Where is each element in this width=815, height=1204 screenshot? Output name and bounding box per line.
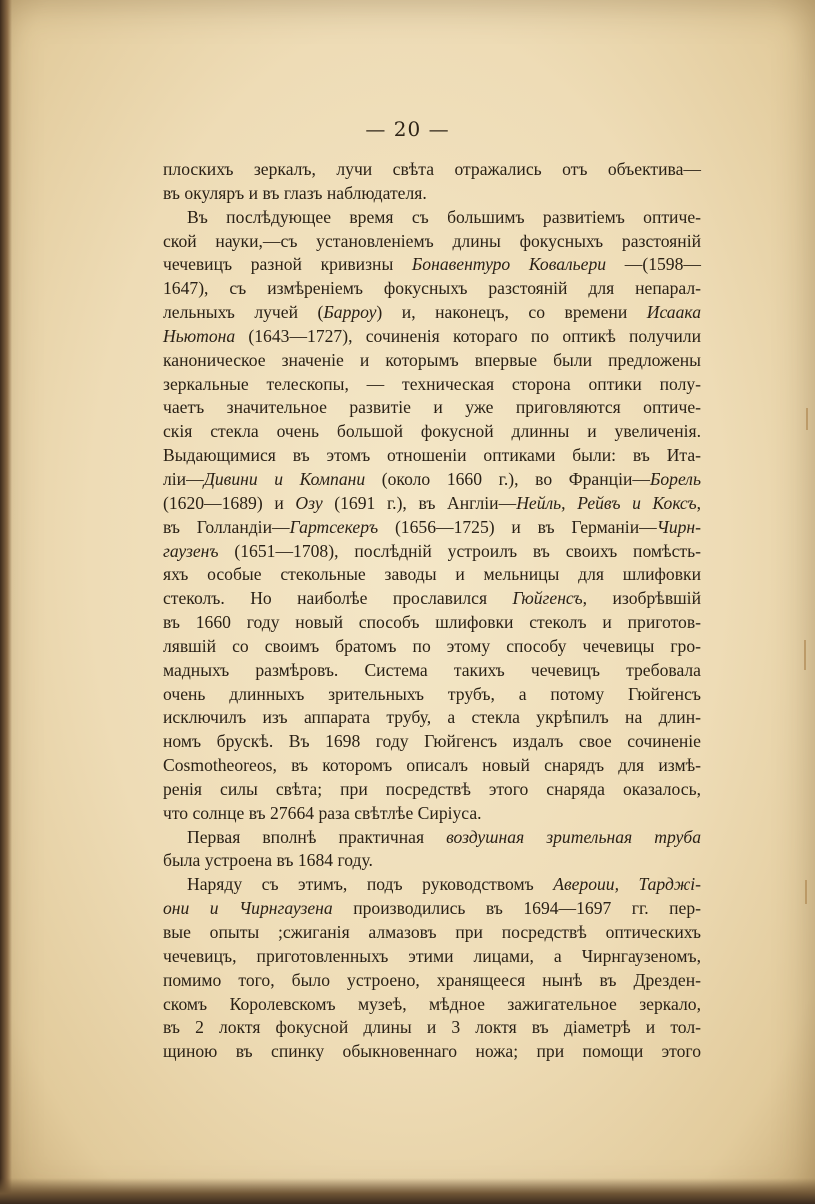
text-line <box>163 301 701 325</box>
text-segment: (около 1660 г.), во Франціи— <box>365 468 650 489</box>
italic-name: воздушная зрительная труба <box>446 826 701 847</box>
text-segment: очень длинныхъ зрительныхъ трубъ, а потому Гюйгенсъ <box>163 683 701 704</box>
italic-name: Ньютона <box>163 325 236 346</box>
text-line <box>163 873 701 897</box>
text-segment: вые опыты ;сжиганія алмазовъ при посредствѣ оптическихъ <box>163 922 701 942</box>
text-segment: въ 2 локтя фокусной длины и 3 локтя въ діаметрѣ и тол- <box>163 1017 701 1038</box>
text-line <box>163 253 701 277</box>
italic-name: гаузенъ <box>163 540 219 561</box>
text-segment: въ Голландіи— <box>163 516 290 537</box>
text-line <box>163 778 701 802</box>
text-line <box>163 683 701 707</box>
text-segment: была устроена въ 1684 году. <box>163 850 373 871</box>
italic-name: Озу <box>295 492 323 513</box>
text-line <box>163 635 701 659</box>
text-line <box>163 993 701 1017</box>
text-segment: въ 1660 году новый способъ шлифовки стеколъ и приготов- <box>163 612 701 633</box>
text-segment: ренія силы свѣта; при посредствѣ этого снаряда оказалось, <box>163 778 701 799</box>
text-segment: чечевицъ, приготовленныхъ этими лицами, а Чирнгаузеномъ, <box>163 945 701 966</box>
text-segment: Выдающимися въ этомъ отношеніи оптиками были: въ Ита- <box>163 445 701 466</box>
text-segment: Первая вполнѣ практичная <box>187 826 447 847</box>
text-segment: (1620—1689) и <box>163 492 296 513</box>
text-line <box>163 945 701 969</box>
text-line <box>163 349 701 373</box>
text-line <box>163 444 701 468</box>
text-line <box>163 540 701 564</box>
text-line <box>163 706 701 730</box>
text-segment: щиною въ спинку обыкновеннаго ножа; при помощи этого <box>163 1041 701 1062</box>
margin-mark <box>806 408 808 430</box>
text-segment: (1656—1725) и въ Германіи— <box>378 516 657 537</box>
text-line <box>163 563 701 587</box>
margin-mark <box>805 880 807 904</box>
text-line <box>163 659 701 683</box>
italic-name: Бонавентуро Ковальери <box>411 254 607 275</box>
text-line <box>163 373 701 397</box>
text-segment: (1651—1708), послѣдній устроилъ въ своихъ помѣсть- <box>218 540 701 561</box>
margin-mark <box>804 640 806 670</box>
text-segment: въ окуляръ и въ глазъ наблюдателя. <box>163 182 427 203</box>
page-bottom-shadow <box>0 1178 815 1204</box>
text-segment: —(1598— <box>606 254 701 275</box>
text-segment: (1691 г.), въ Англіи— <box>322 492 517 513</box>
italic-name: Нейль, Рейвъ и Коксъ <box>516 492 697 513</box>
text-segment: что солнце въ 27664 раза свѣтлѣе Сиріуса. <box>163 802 482 823</box>
text-segment: скомъ Королевскомъ музеѣ, мѣдное зажигательное зеркало, <box>163 993 701 1014</box>
text-line <box>163 182 701 206</box>
text-line <box>163 826 701 850</box>
text-segment: чечевицъ разной кривизны <box>163 254 412 275</box>
italic-name: Чирн- <box>656 516 702 537</box>
text-segment: Наряду съ этимъ, подъ руководствомъ <box>187 874 554 895</box>
text-segment: ) и, наконецъ, со времени <box>376 302 647 323</box>
text-segment: Cosmotheoreos, въ которомъ описалъ новый снарядъ для измѣ- <box>163 755 701 776</box>
text-segment: Въ послѣдующее время съ большимъ развитіемъ оптиче- <box>187 206 701 227</box>
text-line <box>163 849 701 873</box>
text-segment: номъ брускѣ. Въ 1698 году Гюйгенсъ издалъ свое сочиненіе <box>163 731 701 752</box>
text-segment: исключилъ изъ аппарата трубу, а стекла укрѣпилъ на длин- <box>163 707 701 728</box>
text-line <box>163 492 701 516</box>
text-segment: , изобрѣвшій <box>582 588 701 609</box>
text-line <box>163 516 701 540</box>
text-line <box>163 897 701 921</box>
italic-name: Барроу <box>323 302 377 323</box>
page-number: — 20 — <box>365 117 450 141</box>
text-line <box>163 468 701 492</box>
text-segment: лявшій со своимъ братомъ по этому способу чечевицы гро- <box>163 635 701 656</box>
text-line <box>163 230 701 254</box>
text-line <box>163 1016 701 1040</box>
text-segment: зеркальные телескопы, — техническая сторона оптики полу- <box>163 373 701 394</box>
text-line <box>163 396 701 420</box>
text-line <box>163 754 701 778</box>
text-line <box>163 802 701 826</box>
text-segment: 1647), съ измѣреніемъ фокусныхъ разстояній для непарал- <box>163 278 701 299</box>
text-segment: чаетъ значительное развитіе и уже приговляются оптиче- <box>163 397 701 418</box>
text-line <box>163 921 701 945</box>
text-line <box>163 325 701 349</box>
text-line <box>163 420 701 444</box>
text-segment: (1643—1727), сочиненія котораго по оптикѣ получили <box>235 325 701 346</box>
italic-name: Исаака <box>646 302 701 323</box>
italic-name: Борель <box>649 468 701 489</box>
text-segment: стеколъ. Но наиболѣе прославился <box>163 588 513 609</box>
italic-name: Гартсекеръ <box>289 516 379 537</box>
text-segment: мадныхъ размѣровъ. Система такихъ чечевицъ требовала <box>163 659 701 680</box>
text-segment: плоскихъ зеркалъ, лучи свѣта отражались отъ объектива— <box>163 159 701 179</box>
text-segment: помимо того, было устроено, хранящееся нынѣ въ Дрезден- <box>163 969 701 990</box>
text-segment: скія стекла очень большой фокусной длинны и увеличенія. <box>163 421 701 442</box>
italic-name: Дивини и Компани <box>203 468 366 489</box>
text-segment: ской науки,—съ установленіемъ длины фокусныхъ разстояній <box>163 230 701 251</box>
italic-name: Гюйгенсъ <box>512 588 583 609</box>
text-segment: ліи— <box>163 468 204 489</box>
text-line <box>163 1040 701 1064</box>
text-line <box>163 587 701 611</box>
text-line <box>163 730 701 754</box>
text-line <box>163 611 701 635</box>
body-text <box>163 158 701 1064</box>
text-line <box>163 277 701 301</box>
text-segment: лельныхъ лучей ( <box>163 302 324 323</box>
text-segment: , <box>696 492 701 513</box>
text-segment: производились въ 1694—1697 гг. пер- <box>332 898 701 919</box>
text-line <box>163 158 701 182</box>
italic-name: они и Чирнгаузена <box>163 898 333 919</box>
text-line <box>163 206 701 230</box>
page-binding-shadow <box>0 0 12 1204</box>
text-segment: каноническое значеніе и которымъ впервые были предложены <box>163 349 701 370</box>
text-segment: яхъ особые стекольные заводы и мельницы для шлифовки <box>163 564 701 585</box>
text-line <box>163 969 701 993</box>
italic-name: Авероии, Тарджі- <box>553 874 701 895</box>
